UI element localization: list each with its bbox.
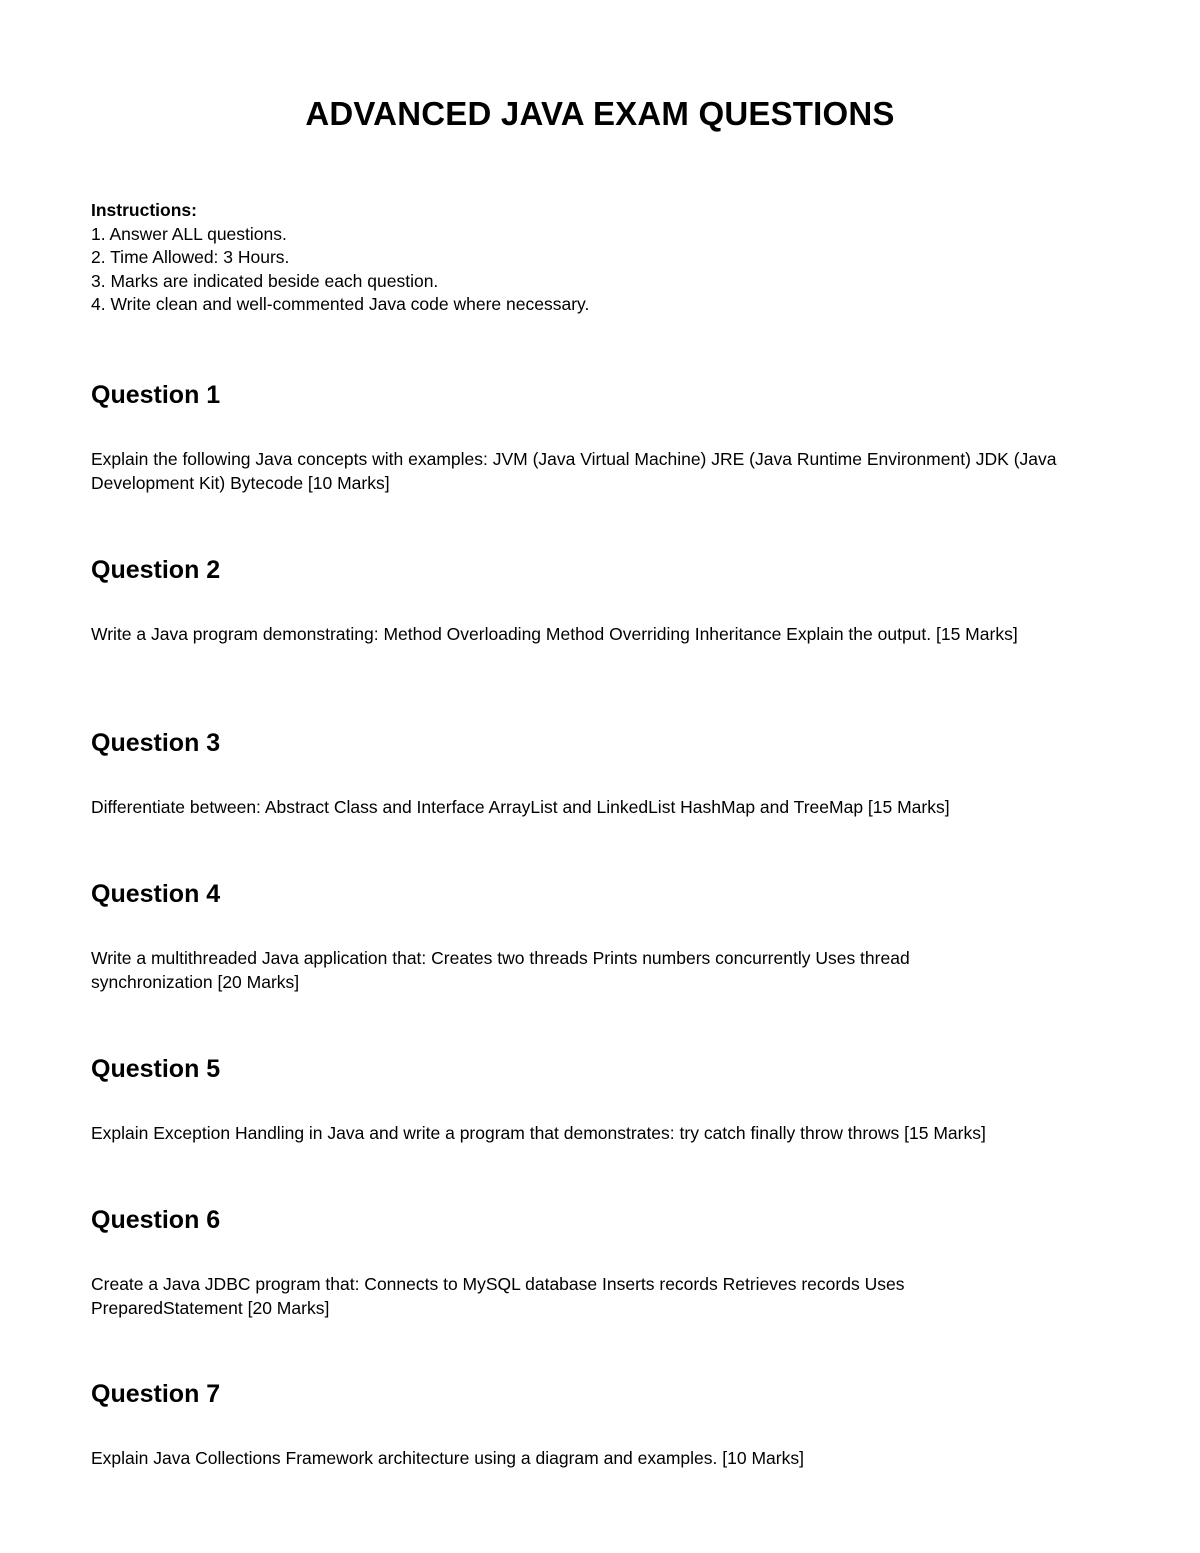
question-7-text: Explain Java Collections Framework architecture using a diagram and examples. [10 Marks] (91, 1448, 804, 1468)
question-2-heading: Question 2 (91, 556, 221, 584)
question-3-text: Differentiate between: Abstract Class and Interface ArrayList and LinkedList HashMap and TreeMap [15 Marks] (91, 797, 950, 817)
question-4 (91, 879, 1101, 994)
question-5 (91, 1054, 1101, 1146)
question-1-text: Explain the following Java concepts with examples: JVM (Java Virtual Machine) JRE (Java Runtime Environment) JDK (Java Development Kit) Bytecode [10 Marks] (91, 449, 1057, 493)
instructions-block (91, 199, 1091, 317)
page-title: ADVANCED JAVA EXAM QUESTIONS (305, 95, 895, 132)
question-2-text: Write a Java program demonstrating: Method Overloading Method Overriding Inheritance Explain the output. [15 Marks] (91, 624, 1018, 644)
question-1 (91, 380, 1101, 495)
instruction-item-3: 3. Marks are indicated beside each question. (91, 270, 439, 291)
question-7-heading: Question 7 (91, 1380, 221, 1408)
question-6 (91, 1205, 1101, 1320)
instructions-label: Instructions: (91, 200, 197, 220)
question-7 (91, 1379, 1101, 1471)
question-6-heading: Question 6 (91, 1206, 221, 1234)
question-2 (91, 555, 1101, 647)
instruction-item-1: 1. Answer ALL questions. (91, 223, 287, 244)
question-4-text: Write a multithreaded Java application that: Creates two threads Prints numbers concurrently Uses thread synchronization [20 Marks] (91, 948, 910, 992)
instruction-item-4: 4. Write clean and well-commented Java code where necessary. (91, 294, 590, 314)
question-3-heading: Question 3 (91, 729, 221, 757)
question-4-heading: Question 4 (91, 880, 221, 908)
instruction-item-2: 2. Time Allowed: 3 Hours. (91, 247, 290, 267)
question-3 (91, 728, 1101, 820)
question-5-heading: Question 5 (91, 1055, 221, 1083)
question-6-text: Create a Java JDBC program that: Connects to MySQL database Inserts records Retrieves records Uses PreparedStatement [20 Marks] (91, 1274, 905, 1318)
question-5-text: Explain Exception Handling in Java and write a program that demonstrates: try catch finally throw throws [15 Marks] (91, 1123, 986, 1143)
question-1-heading: Question 1 (91, 381, 221, 409)
